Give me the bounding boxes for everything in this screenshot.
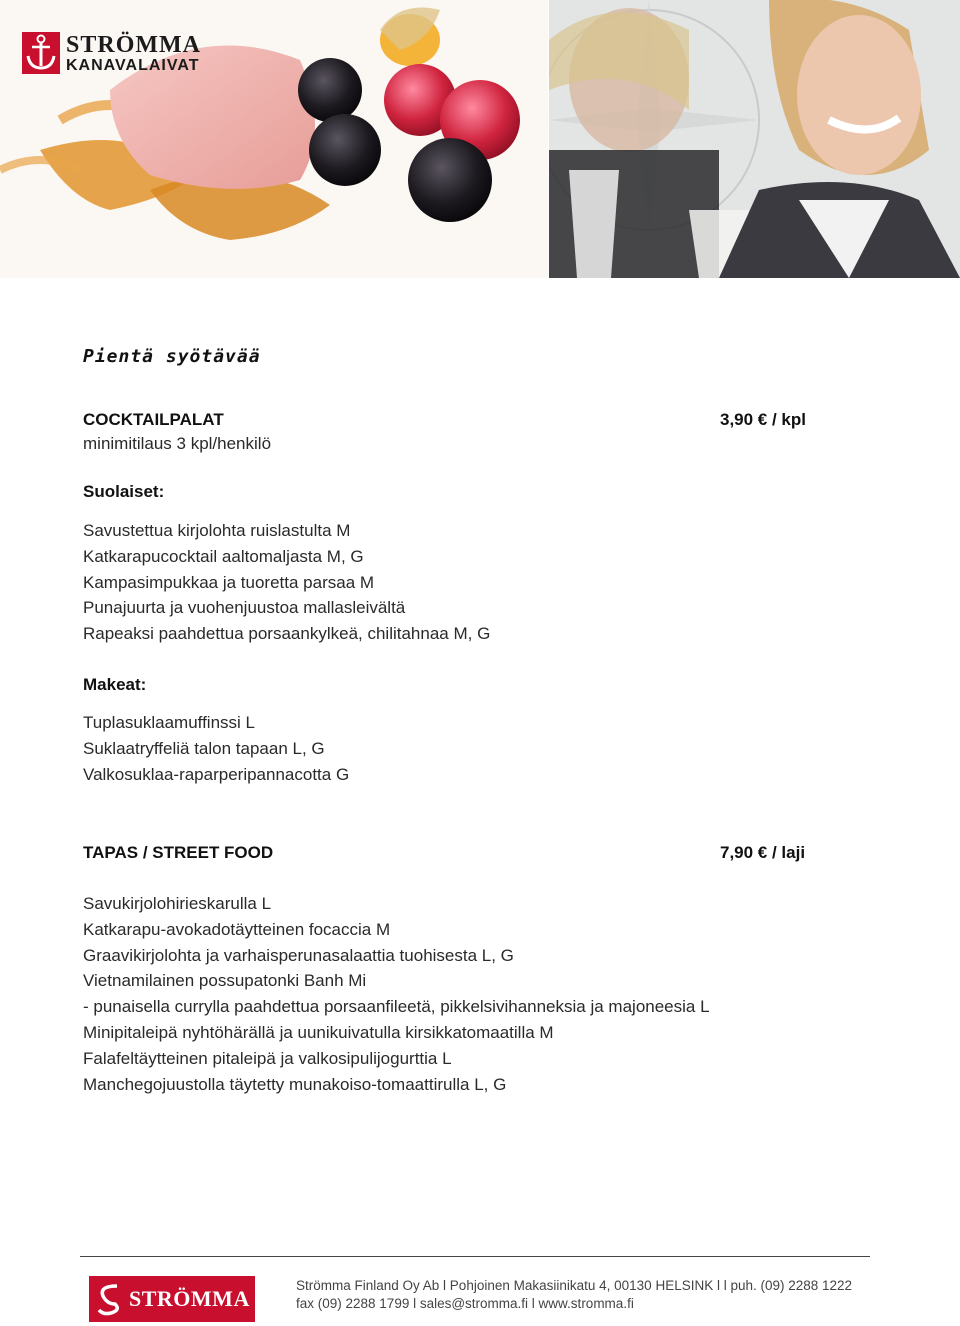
list-item: Suklaatryffeliä talon tapaan L, G: [83, 738, 325, 758]
footer-contact-line-1: Strömma Finland Oy Ab l Pohjoinen Makasiinikatu 4, 00130 HELSINK l l puh. (09) 2288 1222: [296, 1278, 853, 1293]
cocktail-subtitle: minimitilaus 3 kpl/henkilö: [83, 434, 272, 453]
list-item: Savukirjolohirieskarulla L: [83, 894, 272, 913]
tapas-price: 7,90 € / laji: [720, 843, 806, 862]
list-item: Graavikirjolohta ja varhaisperunasalaattia tuohisesta L, G: [83, 945, 514, 965]
footer-logo: [89, 1276, 255, 1322]
list-item: Rapeaksi paahdettua porsaankylkeä, chilitahnaa M, G: [83, 624, 491, 644]
list-item: Vietnamilainen possupatonki Banh Mi: [83, 971, 367, 991]
list-item: Falafeltäytteinen pitaleipä ja valkosipulijogurttia L: [83, 1048, 452, 1068]
list-item: Valkosuklaa-raparperipannacotta G: [83, 764, 350, 784]
list-item: Savustettua kirjolohta ruislastulta M: [83, 521, 351, 540]
anchor-icon: [22, 32, 60, 74]
list-item: Kampasimpukkaa ja tuoretta parsaa M: [83, 572, 375, 592]
list-item: Tuplasuklaamuffinssi L: [83, 713, 255, 732]
cocktail-title: COCKTAILPALAT: [83, 410, 224, 429]
footer-logo-text: STRÖMMA: [129, 1286, 250, 1311]
list-item: Katkarapucocktail aaltomaljasta M, G: [83, 546, 364, 566]
people-photo: [549, 0, 960, 278]
savory-list: [83, 518, 490, 647]
logo-brand-text: STRÖMMA: [66, 32, 201, 58]
list-item: Katkarapu-avokadotäytteinen focaccia M: [83, 919, 391, 939]
sweet-heading: Makeat:: [83, 675, 147, 694]
list-item: - punaisella currylla paahdettua porsaanfileetä, pikkelsivihanneksia ja majoneesia L: [83, 997, 710, 1017]
footer-divider: [80, 1256, 870, 1257]
list-item: Manchegojuustolla täytetty munakoiso-tomaattirulla L, G: [83, 1074, 507, 1094]
sweet-list: [83, 710, 349, 787]
tapas-list: [83, 891, 710, 1097]
stromma-logo: [22, 32, 208, 78]
section-title: Pientä syötävää: [83, 346, 261, 367]
savory-heading: Suolaiset:: [83, 482, 165, 501]
tapas-title: TAPAS / STREET FOOD: [83, 843, 274, 862]
swirl-icon: [95, 1282, 123, 1316]
people-illustration: [549, 0, 960, 278]
list-item: Minipitaleipä nyhtöhärällä ja uunikuivatulla kirsikkatomaatilla M: [83, 1022, 554, 1042]
footer-contact-line-2: fax (09) 2288 1799 l sales@stromma.fi l www.stromma.fi: [296, 1296, 634, 1311]
logo-sub-text: KANAVALAIVAT: [66, 57, 200, 74]
list-item: Punajuurta ja vuohenjuustoa mallasleivältä: [83, 598, 406, 618]
cocktail-price: 3,90 € / kpl: [720, 410, 806, 429]
